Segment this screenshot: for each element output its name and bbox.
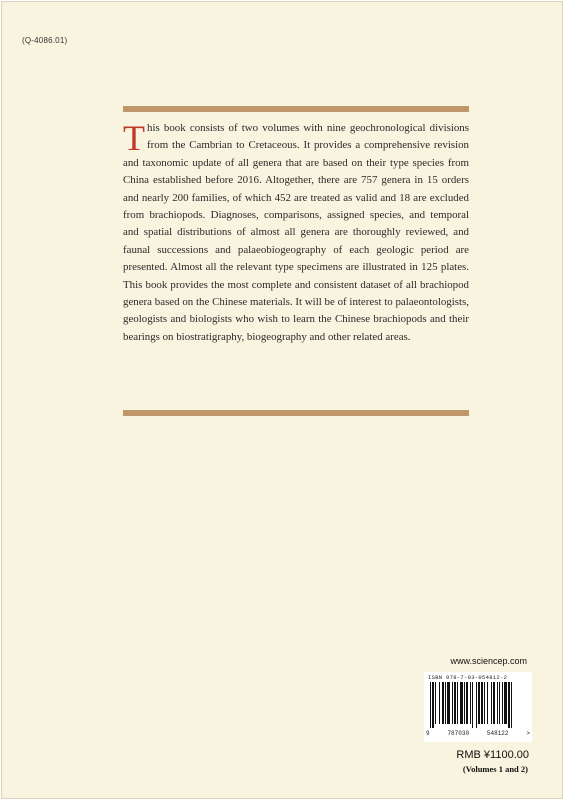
book-back-cover	[1, 1, 563, 799]
barcode-bar	[487, 682, 488, 724]
barcode-bar	[476, 682, 477, 728]
price-label: RMB ¥1100.00	[456, 749, 529, 761]
barcode-digits	[426, 730, 530, 737]
barcode-digit-group: 548122	[486, 730, 509, 737]
barcode-bar	[439, 682, 440, 724]
bottom-divider	[123, 410, 469, 416]
barcode-digit-group: >	[526, 730, 530, 737]
barcode-bar	[430, 682, 431, 728]
barcode-bar	[504, 682, 507, 724]
barcode-bar	[442, 682, 444, 724]
barcode-bar	[499, 682, 500, 724]
barcode-digit-group: 787030	[447, 730, 470, 737]
publisher-website: www.sciencep.com	[450, 656, 527, 666]
barcode-bar	[447, 682, 450, 724]
barcode-bar	[502, 682, 503, 724]
barcode-bar	[432, 682, 434, 728]
barcode-bar	[435, 682, 436, 724]
barcode-bar	[464, 682, 465, 724]
volumes-note: (Volumes 1 and 2)	[462, 764, 528, 774]
barcode-digit-group: 9	[426, 730, 430, 737]
barcode-bar	[466, 682, 468, 724]
description-text: his book consists of two volumes with nine geochronological divisions from the Cambrian to Cretaceous. It provides a comprehensive revision and taxonomic update of all genera that are based on their type species from China established before 2016. Altogether, there are 757 genera in 15 orders and nearly 200 families, of which 452 are treated as valid and 18 are excluded from brachiopods. Diagnoses, comparisons, assigned species, and temporal and spatial distributions of almost all genera are thoroughly reviewed, and faunal successions and palaeobiogeography of each geologic period are presented. Almost all the relevant type specimens are illustrated in 125 plates. This book provides the most complete and consistent dataset of all brachiopod genera based on the Chinese materials. It will be of interest to palaeontologists, geologists and biologists who wish to learn the Chinese brachiopods and their bearings on biostratigraphy, biogeography and other related areas.	[123, 122, 469, 343]
catalog-code: (Q-4086.01)	[22, 36, 68, 45]
barcode-bar	[452, 682, 453, 724]
isbn-number: ISBN 978-7-03-054812-2	[428, 674, 508, 681]
barcode-bar	[445, 682, 446, 724]
barcode-bar	[493, 682, 495, 724]
barcode-bar	[491, 682, 492, 724]
top-divider	[123, 106, 469, 112]
barcode-bar	[497, 682, 498, 724]
barcode-bar	[511, 682, 512, 728]
barcode-bar	[508, 682, 510, 728]
barcode-bar	[472, 682, 473, 728]
barcode-bar	[470, 682, 471, 724]
barcode-bars	[430, 682, 526, 728]
barcode-bar	[454, 682, 456, 724]
barcode-bar	[481, 682, 483, 724]
barcode-bar	[460, 682, 463, 724]
isbn-barcode	[424, 672, 532, 742]
book-description	[123, 120, 469, 346]
barcode-bar	[457, 682, 458, 724]
drop-cap-letter: T	[123, 118, 145, 158]
barcode-bar	[478, 682, 480, 724]
barcode-bar	[484, 682, 485, 724]
